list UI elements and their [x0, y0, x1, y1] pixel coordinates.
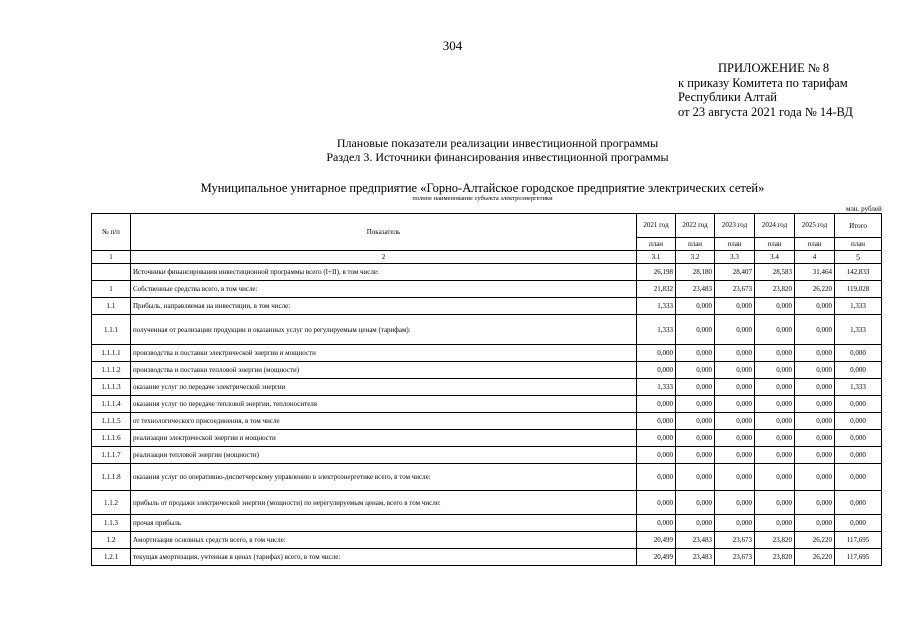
row-value: 0,000 — [637, 396, 676, 413]
header-num: № п/п — [92, 214, 131, 251]
table-row — [92, 345, 882, 362]
table-row — [92, 532, 882, 549]
row-value: 23,673 — [715, 549, 755, 566]
appendix-title: ПРИЛОЖЕНИЕ № 8 — [718, 61, 830, 75]
row-number: 1.1.3 — [92, 515, 131, 532]
row-value: 0,000 — [715, 447, 755, 464]
row-value: 0,000 — [755, 298, 795, 315]
row-value: 0,000 — [795, 298, 835, 315]
row-value: 0,000 — [755, 464, 795, 491]
row-value: 21,832 — [637, 281, 676, 298]
row-total: 0,000 — [835, 447, 882, 464]
organization-caption: полное наименование субъекта электроэнергетики — [412, 195, 553, 202]
header-year: 2022 год — [676, 214, 715, 238]
appendix-order-line: к приказу Комитета по тарифам — [678, 75, 848, 90]
row-indicator: оказания услуг по передаче тепловой энергии, теплоносителя — [131, 396, 637, 413]
row-value: 23,820 — [755, 549, 795, 566]
appendix-date-line: от 23 августа 2021 года № 14-ВД — [678, 104, 853, 119]
row-value: 0,000 — [795, 413, 835, 430]
column-number: 1 — [92, 251, 131, 264]
table-row — [92, 549, 882, 566]
header-plan: план — [755, 238, 795, 251]
row-number: 1.1.1.4 — [92, 396, 131, 413]
row-total: 0,000 — [835, 345, 882, 362]
row-number — [92, 264, 131, 281]
table-row — [92, 430, 882, 447]
row-indicator: прочая прибыль — [131, 515, 637, 532]
row-value: 20,499 — [637, 549, 676, 566]
row-number: 1.1.1.8 — [92, 464, 131, 491]
row-value: 0,000 — [676, 464, 715, 491]
table-row — [92, 515, 882, 532]
row-number: 1.1.1.6 — [92, 430, 131, 447]
financing-table — [91, 213, 882, 566]
row-value: 0,000 — [676, 362, 715, 379]
row-number: 1.1.1.2 — [92, 362, 131, 379]
row-total: 1,333 — [835, 298, 882, 315]
row-value: 0,000 — [637, 413, 676, 430]
column-number: 3.4 — [755, 251, 795, 264]
row-value: 0,000 — [715, 315, 755, 345]
row-total: 0,000 — [835, 430, 882, 447]
row-value: 0,000 — [715, 464, 755, 491]
row-indicator: текущая амортизация, учтенная в ценах (тарифах) всего, в том числе: — [131, 549, 637, 566]
table-row — [92, 298, 882, 315]
row-value: 0,000 — [795, 464, 835, 491]
row-value: 0,000 — [715, 345, 755, 362]
row-value: 23,483 — [676, 281, 715, 298]
row-total: 117,695 — [835, 549, 882, 566]
table-row — [92, 379, 882, 396]
row-number: 1.1.2 — [92, 491, 131, 515]
row-value: 23,673 — [715, 532, 755, 549]
row-value: 0,000 — [676, 298, 715, 315]
row-total: 0,000 — [835, 491, 882, 515]
row-value: 0,000 — [676, 379, 715, 396]
row-value: 0,000 — [795, 345, 835, 362]
row-value: 0,000 — [755, 447, 795, 464]
row-value: 0,000 — [755, 315, 795, 345]
row-value: 0,000 — [715, 298, 755, 315]
row-number: 1.1.1.1 — [92, 345, 131, 362]
row-value: 0,000 — [676, 430, 715, 447]
row-indicator: Собственные средства всего, в том числе: — [131, 281, 637, 298]
row-value: 0,000 — [637, 345, 676, 362]
row-indicator: реализации тепловой энергии (мощности) — [131, 447, 637, 464]
row-value: 23,483 — [676, 532, 715, 549]
row-value: 0,000 — [755, 515, 795, 532]
header-year: 2024 год — [755, 214, 795, 238]
row-indicator: производства и поставки электрической энергии и мощности — [131, 345, 637, 362]
row-indicator: от технологического присоединения, в том числе — [131, 413, 637, 430]
row-value: 0,000 — [755, 362, 795, 379]
row-value: 0,000 — [795, 315, 835, 345]
row-indicator: оказания услуг по оперативно-диспетчерскому управлению в электроэнергетике всего, в том числе: — [131, 464, 637, 491]
row-value: 0,000 — [637, 362, 676, 379]
organization-name: Муниципальное унитарное предприятие «Горно-Алтайское городское предприятие электрических сетей» — [200, 181, 765, 195]
row-indicator: реализации электрической энергии и мощности — [131, 430, 637, 447]
row-indicator: полученная от реализации продукции и оказанных услуг по регулируемым ценам (тарифам): — [131, 315, 637, 345]
row-value: 1,333 — [637, 298, 676, 315]
table-row — [92, 396, 882, 413]
row-value: 0,000 — [637, 491, 676, 515]
table-row — [92, 362, 882, 379]
row-indicator: Прибыль, направляемая на инвестиции, в том числе: — [131, 298, 637, 315]
row-number: 1.2.1 — [92, 549, 131, 566]
row-indicator: оказание услуг по передаче электрической энергии — [131, 379, 637, 396]
row-value: 0,000 — [795, 362, 835, 379]
row-value: 0,000 — [715, 413, 755, 430]
row-value: 0,000 — [637, 447, 676, 464]
row-total: 0,000 — [835, 396, 882, 413]
table-row — [92, 413, 882, 430]
row-value: 0,000 — [676, 515, 715, 532]
row-value: 0,000 — [715, 396, 755, 413]
row-indicator: прибыль от продажи электрической энергии (мощности) по нерегулируемым ценам, всего в том числе: — [131, 491, 637, 515]
row-value: 0,000 — [715, 379, 755, 396]
header-year: 2023 год — [715, 214, 755, 238]
row-value: 0,000 — [755, 413, 795, 430]
column-number: 3.1 — [637, 251, 676, 264]
row-value: 31,464 — [795, 264, 835, 281]
appendix-republic-line: Республики Алтай — [678, 90, 777, 104]
column-number: 3.2 — [676, 251, 715, 264]
row-indicator: производства и поставки тепловой энергии (мощности) — [131, 362, 637, 379]
row-value: 0,000 — [795, 430, 835, 447]
row-value: 0,000 — [676, 491, 715, 515]
row-value: 23,820 — [755, 281, 795, 298]
header-plan: план — [835, 238, 882, 251]
table-row — [92, 464, 882, 491]
row-value: 0,000 — [795, 515, 835, 532]
column-number: 4 — [795, 251, 835, 264]
appendix-block — [678, 61, 853, 119]
row-total: 117,695 — [835, 532, 882, 549]
row-value: 0,000 — [755, 379, 795, 396]
row-total: 1,333 — [835, 379, 882, 396]
row-total: 119,028 — [835, 281, 882, 298]
row-value: 0,000 — [755, 430, 795, 447]
row-number: 1.1.1.5 — [92, 413, 131, 430]
row-value: 0,000 — [676, 396, 715, 413]
table-row — [92, 491, 882, 515]
row-value: 0,000 — [795, 447, 835, 464]
header-plan: план — [795, 238, 835, 251]
header-row — [92, 214, 882, 238]
row-value: 1,333 — [637, 315, 676, 345]
header-plan: план — [637, 238, 676, 251]
header-total: Итого — [835, 214, 882, 238]
row-value: 23,820 — [755, 532, 795, 549]
page-number: 304 — [442, 38, 463, 53]
units-label: млн. рублей — [846, 205, 882, 213]
row-value: 0,000 — [795, 379, 835, 396]
row-number: 1 — [92, 281, 131, 298]
row-value: 0,000 — [676, 315, 715, 345]
row-value: 20,499 — [637, 532, 676, 549]
row-value: 26,220 — [795, 532, 835, 549]
header-year: 2021 год — [637, 214, 676, 238]
row-value: 0,000 — [715, 430, 755, 447]
header-year: 2025 год — [795, 214, 835, 238]
table-body — [92, 214, 882, 566]
row-value: 28,180 — [676, 264, 715, 281]
row-value: 23,673 — [715, 281, 755, 298]
row-indicator: Амортизация основных средств всего, в том числе: — [131, 532, 637, 549]
row-value: 0,000 — [715, 515, 755, 532]
row-value: 0,000 — [715, 491, 755, 515]
header-plan: план — [676, 238, 715, 251]
row-total: 1,333 — [835, 315, 882, 345]
row-value: 26,220 — [795, 549, 835, 566]
row-indicator: Источники финансирования инвестиционной программы всего (I+II), в том числе: — [131, 264, 637, 281]
heading-title: Плановые показатели реализации инвестиционной программы — [336, 136, 659, 150]
document-heading — [0, 137, 905, 164]
row-value: 26,220 — [795, 281, 835, 298]
row-number: 1.1.1.7 — [92, 447, 131, 464]
column-number: 5 — [835, 251, 882, 264]
row-value: 0,000 — [755, 345, 795, 362]
table-row — [92, 315, 882, 345]
row-value: 0,000 — [795, 396, 835, 413]
row-value: 0,000 — [637, 430, 676, 447]
row-total: 0,000 — [835, 362, 882, 379]
column-number-row — [92, 251, 882, 264]
header-plan: план — [715, 238, 755, 251]
column-number: 2 — [131, 251, 637, 264]
row-value: 0,000 — [795, 491, 835, 515]
row-value: 0,000 — [676, 413, 715, 430]
row-value: 23,483 — [676, 549, 715, 566]
row-value: 0,000 — [676, 345, 715, 362]
row-number: 1.1 — [92, 298, 131, 315]
header-indicator: Показатель — [131, 214, 637, 251]
row-total: 0,000 — [835, 413, 882, 430]
row-value: 28,583 — [755, 264, 795, 281]
heading-section: Раздел 3. Источники финансирования инвестиционной программы — [326, 149, 669, 164]
row-number: 1.1.1 — [92, 315, 131, 345]
table-row — [92, 447, 882, 464]
row-value: 0,000 — [755, 396, 795, 413]
table-row — [92, 264, 882, 281]
row-value: 26,198 — [637, 264, 676, 281]
row-value: 0,000 — [715, 362, 755, 379]
row-value: 28,407 — [715, 264, 755, 281]
row-value: 0,000 — [637, 464, 676, 491]
row-number: 1.2 — [92, 532, 131, 549]
row-total: 0,000 — [835, 464, 882, 491]
column-number: 3.3 — [715, 251, 755, 264]
row-value: 0,000 — [755, 491, 795, 515]
row-total: 0,000 — [835, 515, 882, 532]
row-total: 142,833 — [835, 264, 882, 281]
row-number: 1.1.1.3 — [92, 379, 131, 396]
row-value: 1,333 — [637, 379, 676, 396]
table-row — [92, 281, 882, 298]
row-value: 0,000 — [637, 515, 676, 532]
row-value: 0,000 — [676, 447, 715, 464]
